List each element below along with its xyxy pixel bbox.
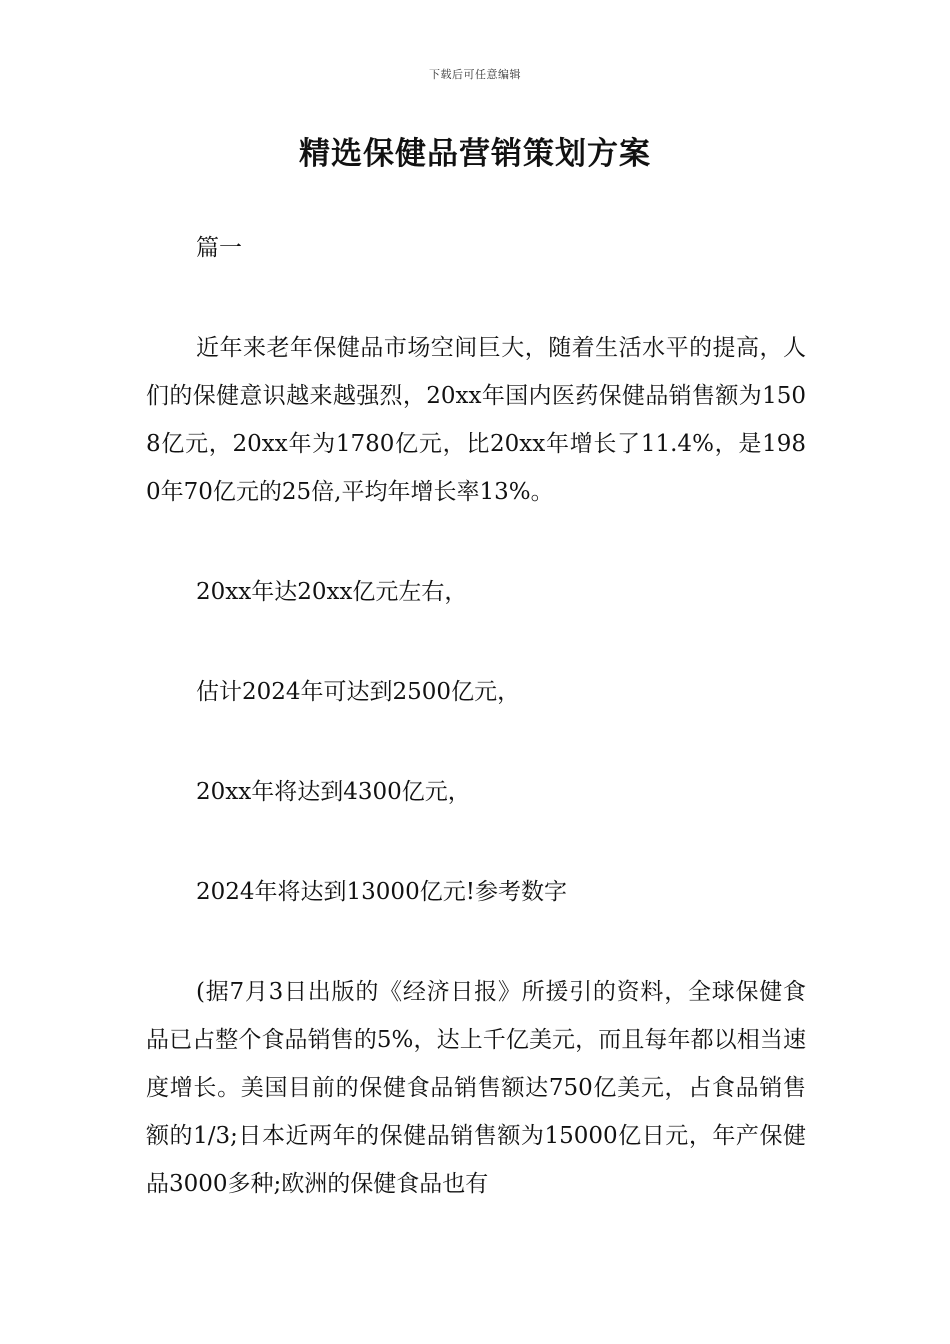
document-body [146,224,806,1260]
paragraph-forecast-4: 2024年将达到13000亿元!参考数字 [196,879,567,905]
paragraph-forecast-2: 估计2024年可达到2500亿元， [196,679,521,705]
paragraph-forecast-3: 20xx年将达到4300亿元， [196,779,471,805]
paragraph-market-size: 近年来老年保健品市场空间巨大，随着生活水平的提高，人们的保健意识越来越强烈，20xx年国内医药保健品销售额为1508亿元，20xx年为1780亿元，比20xx年增长了11.4%，是1980年70亿元的25倍,平均年增长率13%。 [146,335,806,505]
paragraph-forecast-1: 20xx年达20xx亿元左右， [196,579,468,605]
header-note: 下载后可任意编辑 [429,68,521,81]
section-heading: 篇一 [196,235,242,261]
paragraph-global-data: (据7月3日出版的《经济日报》所援引的资料，全球保健食品已占整个食品销售的5%，达上千亿美元，而且每年都以相当速度增长。美国目前的保健食品销售额达750亿美元，占食品销售额的1/3;日本近两年的保健品销售额为15000亿日元，年产保健品3000多种;欧洲的保健食品也有 [146,979,806,1197]
document-title: 精选保健品营销策划方案 [299,136,651,172]
